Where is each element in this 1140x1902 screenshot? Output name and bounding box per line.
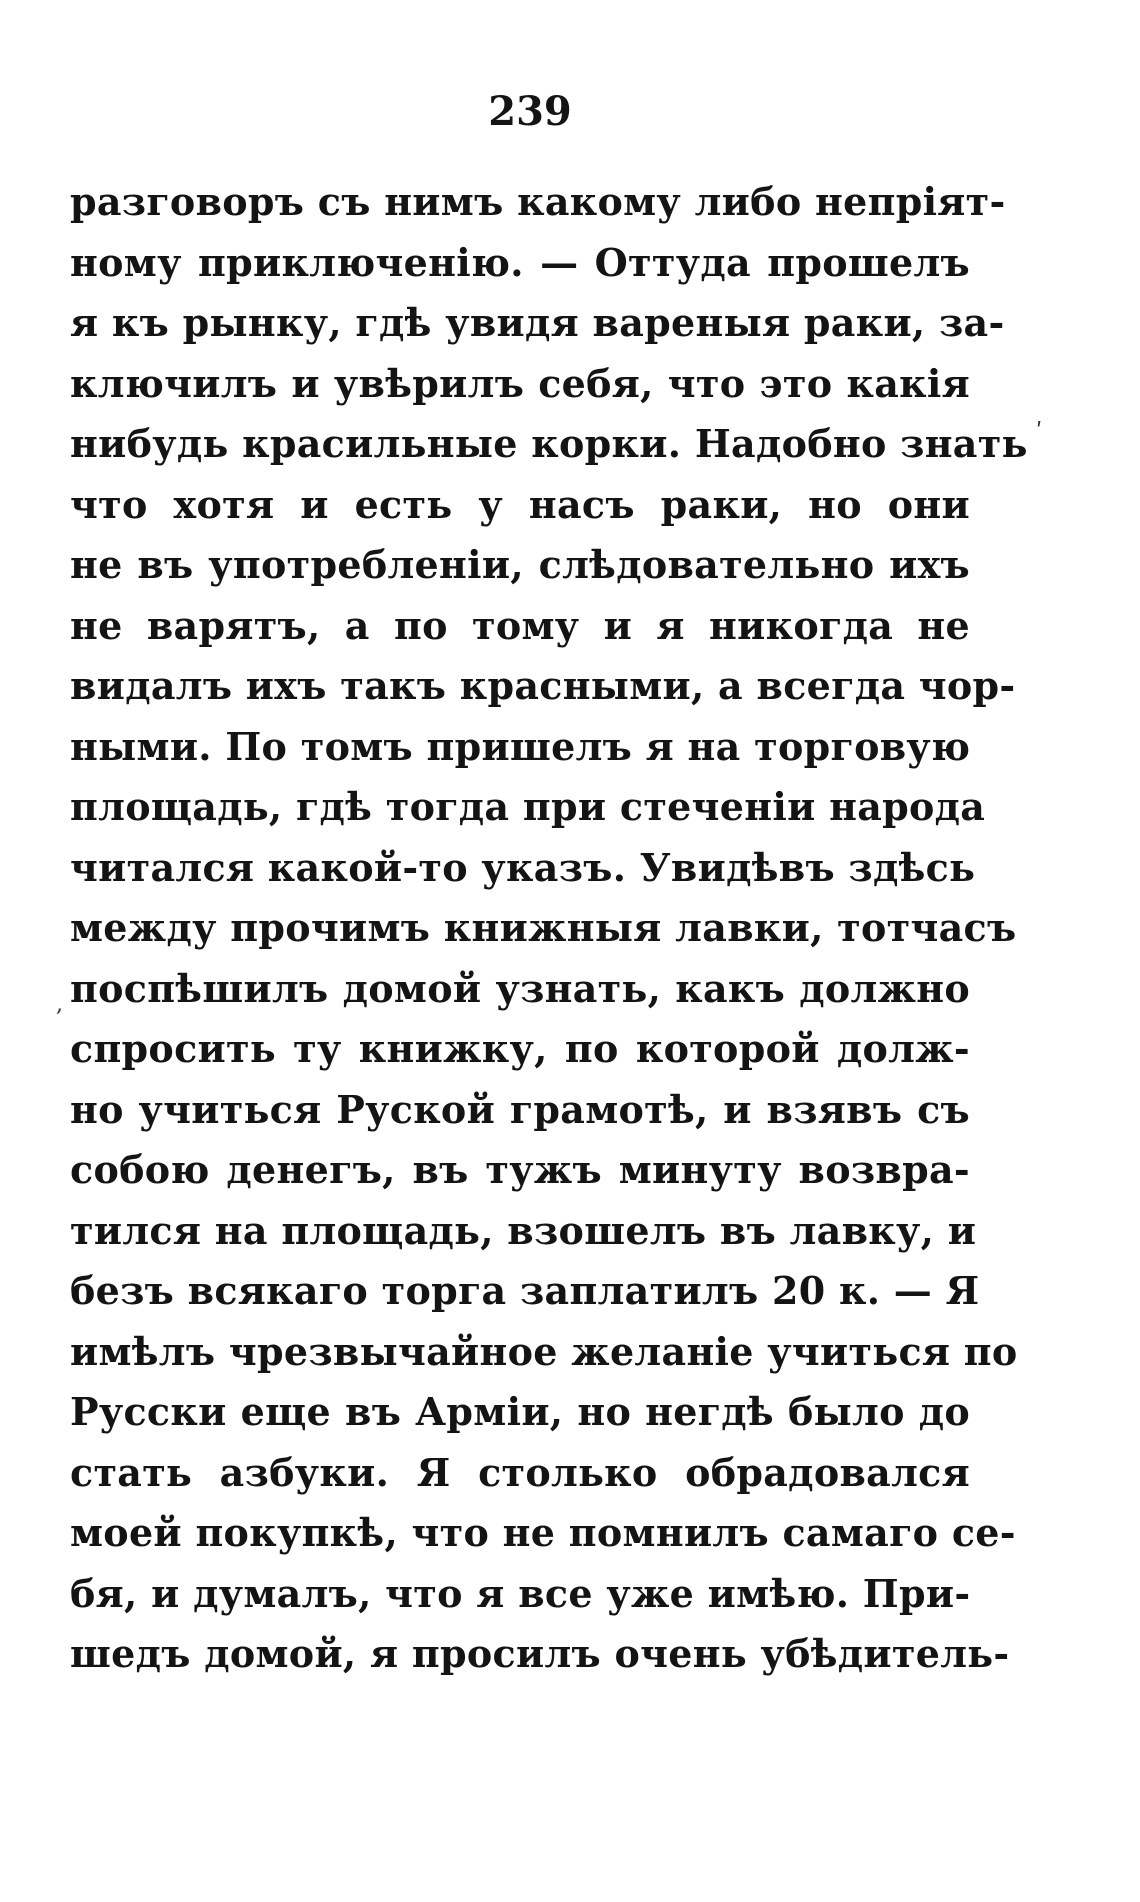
text-line: не варятъ, а по тому и я никогда не xyxy=(70,602,970,648)
text-line: Русски еще въ Арміи, но негдѣ было до xyxy=(70,1389,970,1434)
text-line: между прочимъ книжныя лавки, тотчасъ xyxy=(70,905,1017,950)
text-line: я къ рынку, гдѣ увидя вареныя раки, за- xyxy=(70,300,1005,345)
text-line: но учиться Руской грамотѣ, и взявъ съ xyxy=(70,1086,970,1132)
text-line: не въ употребленіи, слѣдовательно ихъ xyxy=(70,542,970,587)
margin-speck: ʹ xyxy=(1036,420,1043,445)
text-line: тился на площадь, взошелъ въ лавку, и xyxy=(70,1207,977,1253)
text-line: имѣлъ чрезвычайное желаніе учиться по xyxy=(70,1328,1018,1374)
text-line: бя, и думалъ, что я все уже имѣю. При- xyxy=(70,1570,971,1616)
text-line: собою денегъ, въ тужъ минуту возвра- xyxy=(70,1147,970,1192)
text-line: площадь, гдѣ тогда при стеченіи народа xyxy=(70,784,986,829)
text-line: стать азбуки. Я столько обрадовался xyxy=(70,1449,970,1495)
text-line: ключилъ и увѣрилъ себя, что это какія xyxy=(70,360,970,406)
text-line: шедъ домой, я просилъ очень убѣдитель- xyxy=(70,1631,1010,1676)
text-line: ному приключенію. — Оттуда прошелъ xyxy=(70,239,970,285)
text-line: читался какой-то указъ. Увидѣвъ здѣсь xyxy=(70,844,976,890)
text-line: безъ всякаго торга заплатилъ 20 к. — Я xyxy=(70,1268,980,1313)
page-number: 239 xyxy=(488,88,572,135)
text-line: разговоръ съ нимъ какому либо непріят- xyxy=(70,179,1006,224)
body-text xyxy=(70,172,1028,1685)
text-line: ными. По томъ пришелъ я на торговую xyxy=(70,723,971,769)
text-line: видалъ ихъ такъ красными, а всегда чор- xyxy=(70,663,1016,708)
text-line: нибудь красильные корки. Надобно знать xyxy=(70,421,1028,466)
text-line: поспѣшилъ домой узнать, какъ должно xyxy=(70,965,970,1011)
text-line: моей покупкѣ, что не помнилъ самаго се- xyxy=(70,1510,1016,1555)
text-line: спросить ту книжку, по которой долж- xyxy=(70,1026,970,1071)
text-line: что хотя и есть у насъ раки, но они xyxy=(70,481,970,527)
margin-speck: , xyxy=(56,992,63,1017)
